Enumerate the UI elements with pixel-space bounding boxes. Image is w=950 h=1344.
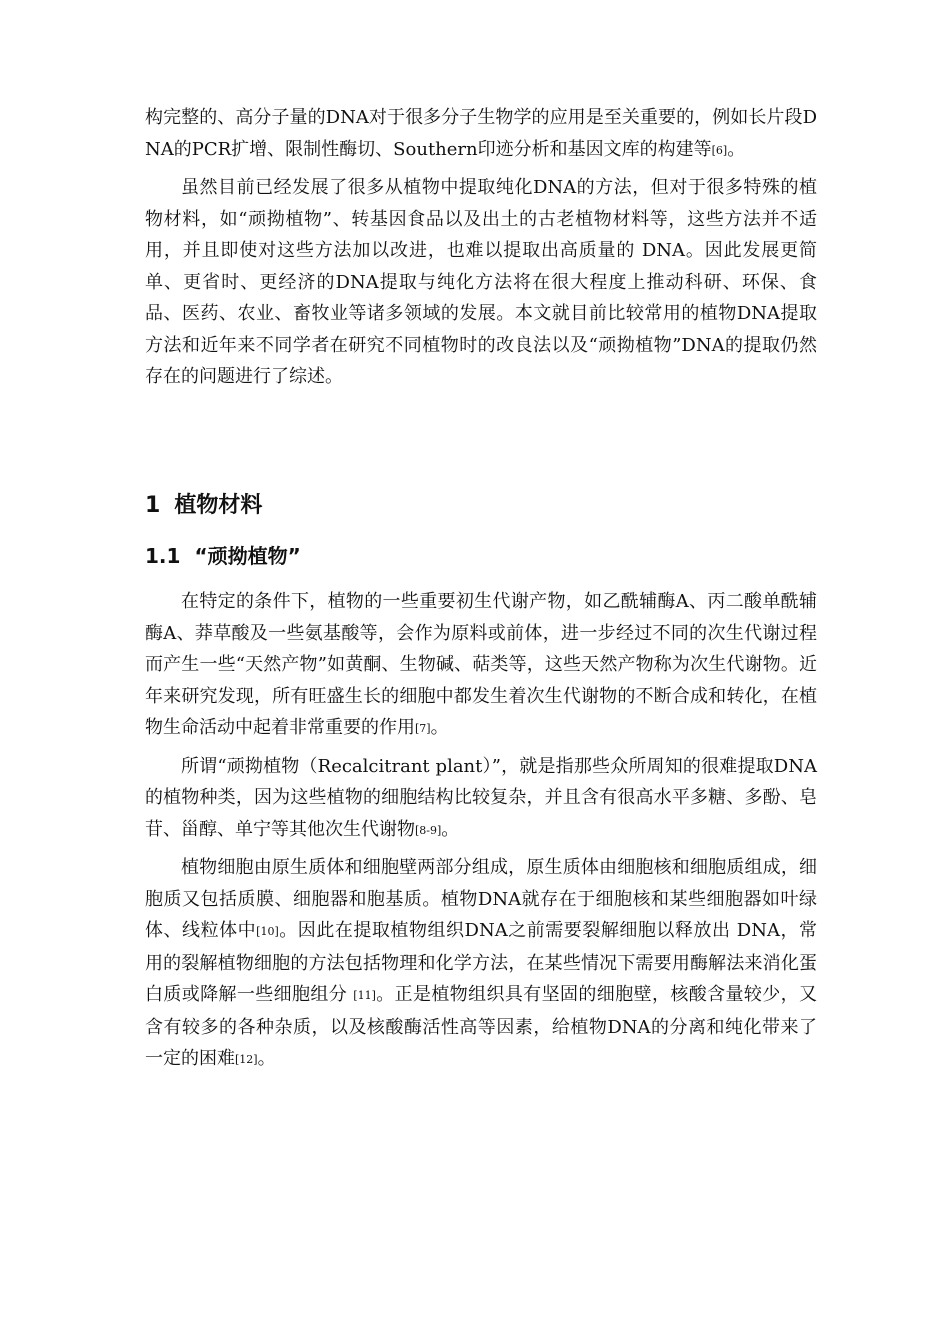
citation-12: [12] [235, 1053, 258, 1066]
subsection-title: “顽拗植物” [194, 544, 301, 568]
paragraph-recalcitrant-plant: 所谓“顽拗植物（Recalcitrant plant）”，就是指那些众所周知的很难提取DNA的植物种类，因为这些植物的细胞结构比较复杂，并且含有很高水平多糖、多酚、皂苷、甾醇、单宁等其他次生代谢物[8-9]。 [145, 755, 817, 840]
paragraph-plant-cell: 植物细胞由原生质体和细胞壁两部分组成，原生质体由细胞核和细胞质组成，细胞质又包括质膜、细胞器和胞基质。植物DNA就存在于细胞核和某些细胞器如叶绿体、线粒体中[10]。因此在提取植物组织DNA之前需要裂解细胞以释放出 DNA，常用的裂解植物细胞的方法包括物理和化学方法，在某些情况下需要用酶解法来消化蛋白质或降解一些细胞组分 [11]。正是植物组织具有坚固的细胞壁，核酸含量较少，又含有较多的各种杂质，以及核酸酶活性高等因素，给植物DNA的分离和纯化带来了一定的困难[12]。 [145, 857, 817, 1069]
paragraph-intro-continued: 构完整的、高分子量的DNA对于很多分子生物学的应用是至关重要的，例如长片段DNA的PCR扩增、限制性酶切、Southern印迹分析和基因文库的构建等[6]。 [145, 107, 817, 160]
paragraph-intro-methods: 虽然目前已经发展了很多从植物中提取纯化DNA的方法，但对于很多特殊的植物材料，如“顽拗植物”、转基因食品以及出土的古老植物材料等，这些方法并不适用，并且即使对这些方法加以改进，也难以提取出高质量的 DNA。因此发展更简单、更省时、更经济的DNA提取与纯化方法将在很大程度上推动科研、环保、食品、医药、农业、畜牧业等诸多领域的发展。本文就目前比较常用的植物DNA提取方法和近年来不同学者在研究不同植物时的改良法以及“顽拗植物”DNA的提取仍然存在的问题进行了综述。 [145, 177, 817, 387]
citation-10: [10] [256, 925, 279, 938]
citation-7: [7] [415, 722, 431, 735]
section-heading-1-1 [145, 540, 301, 569]
citation-6: [6] [711, 143, 728, 157]
section-heading-1 [145, 488, 262, 519]
intro-block [145, 102, 817, 393]
citation-11: [11] [353, 989, 376, 1002]
subsection-number: 1.1 [145, 544, 181, 568]
paragraph-secondary-metabolites: 在特定的条件下，植物的一些重要初生代谢产物，如乙酰辅酶A、丙二酸单酰辅酶A、莽草酸及一些氨基酸等，会作为原料或前体，进一步经过不同的次生代谢过程而产生一些“天然产物”如黄酮、生物碱、萜类等，这些天然产物称为次生代谢物。近年来研究发现，所有旺盛生长的细胞中都发生着次生代谢物的不断合成和转化，在植物生命活动中起着非常重要的作用[7]。 [145, 591, 817, 738]
section-number: 1 [145, 493, 161, 518]
section-title: 植物材料 [174, 493, 263, 518]
content-block [145, 586, 817, 1076]
citation-8-9: [8-9] [415, 823, 442, 837]
